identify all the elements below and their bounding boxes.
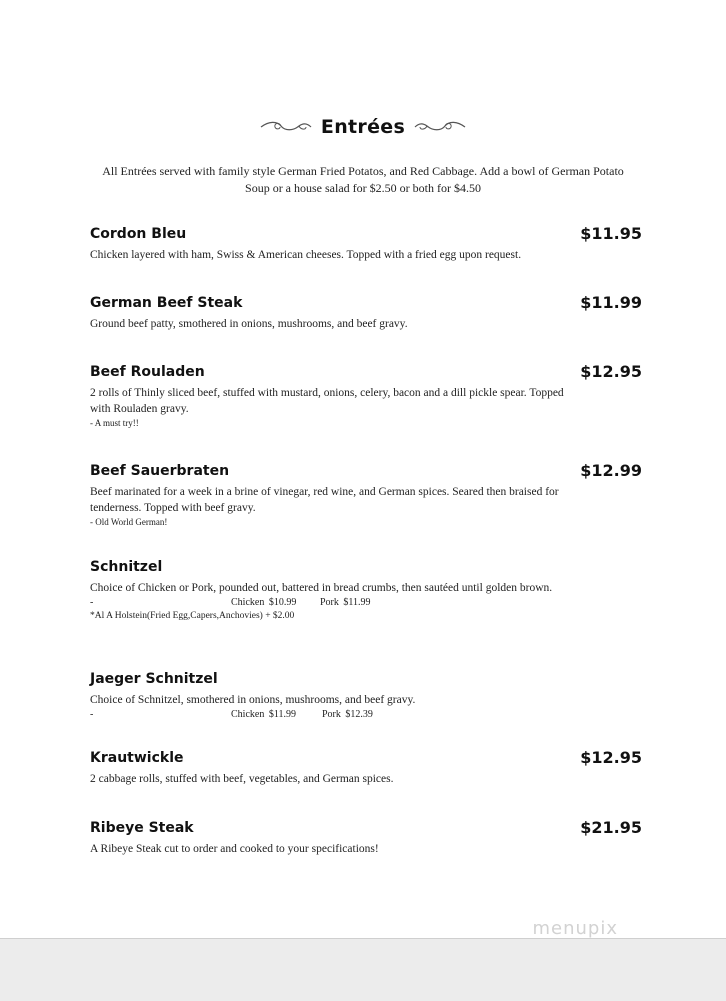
item-description: Beef marinated for a week in a brine of vinegar, red wine, and German spices. Seared then braised for tenderness. Topped with beef gravy. bbox=[90, 486, 559, 514]
item-name: Schnitzel bbox=[90, 559, 163, 575]
item-name: Jaeger Schnitzel bbox=[90, 671, 218, 687]
menu-item-beef-rouladen bbox=[90, 362, 642, 429]
variant-price: $10.99 bbox=[268, 597, 297, 608]
item-name: Ribeye Steak bbox=[90, 820, 194, 836]
menu-item-jaeger-schnitzel bbox=[90, 669, 642, 722]
right-flourish-icon bbox=[413, 119, 467, 135]
item-price: $12.99 bbox=[580, 461, 642, 480]
variant-label: Chicken bbox=[231, 597, 265, 608]
item-price: $12.95 bbox=[580, 362, 642, 381]
variant-price: $12.39 bbox=[345, 709, 373, 720]
variant-chicken bbox=[231, 596, 296, 610]
menu-item-ribeye-steak bbox=[90, 818, 642, 857]
variant-price: $11.99 bbox=[343, 597, 371, 608]
variant-pork bbox=[322, 708, 373, 722]
scan-bottom-edge bbox=[0, 938, 726, 1001]
item-description: A Ribeye Steak cut to order and cooked to your specifications! bbox=[90, 843, 379, 855]
menu-item-schnitzel bbox=[90, 557, 642, 623]
watermark: menupix bbox=[532, 918, 618, 939]
item-description: Choice of Chicken or Pork, pounded out, battered in bread crumbs, then sautéed until golden brown. bbox=[90, 582, 553, 594]
item-name: Cordon Bleu bbox=[90, 226, 187, 242]
variant-chicken bbox=[231, 708, 296, 722]
item-price: $11.99 bbox=[580, 293, 642, 312]
item-description: 2 cabbage rolls, stuffed with beef, vegetables, and German spices. bbox=[90, 773, 394, 785]
variant-label: Chicken bbox=[231, 709, 265, 720]
item-price: $12.95 bbox=[580, 748, 642, 767]
item-price: $11.95 bbox=[580, 224, 642, 243]
item-note: - Old World German! bbox=[90, 517, 168, 527]
item-price: $21.95 bbox=[580, 818, 642, 837]
menu-item-cordon-bleu bbox=[90, 224, 642, 263]
variant-label: Pork bbox=[320, 597, 339, 608]
variant-label: Pork bbox=[322, 709, 341, 720]
item-name: Beef Sauerbraten bbox=[90, 463, 230, 479]
variant-dash: - bbox=[90, 709, 94, 720]
item-description: Ground beef patty, smothered in onions, mushrooms, and beef gravy. bbox=[90, 318, 408, 330]
item-description: Chicken layered with ham, Swiss & American cheeses. Topped with a fried egg upon request. bbox=[90, 249, 522, 261]
item-name: Krautwickle bbox=[90, 750, 184, 766]
item-variants bbox=[90, 596, 642, 610]
item-note: - A must try!! bbox=[90, 418, 139, 428]
item-description: Choice of Schnitzel, smothered in onions, mushrooms, and beef gravy. bbox=[90, 694, 416, 706]
variant-price: $11.99 bbox=[268, 709, 296, 720]
variant-pork bbox=[320, 596, 371, 610]
intro-text: All Entrées served with family style German Fried Potatos, and Red Cabbage. Add a bowl of German Potato Soup or a house salad for $2.50 or both for $4.50 bbox=[102, 164, 624, 195]
item-description: 2 rolls of Thinly sliced beef, stuffed with mustard, onions, celery, bacon and a dill pickle spear. Topped with Rouladen gravy. bbox=[90, 387, 564, 415]
item-addon: *Al A Holstein(Fried Egg,Capers,Anchovies) + $2.00 bbox=[90, 611, 295, 621]
item-variants bbox=[90, 708, 642, 722]
item-name: German Beef Steak bbox=[90, 295, 243, 311]
menu-item-krautwickle bbox=[90, 748, 642, 787]
variant-dash: - bbox=[90, 597, 94, 608]
menu-item-beef-sauerbraten bbox=[90, 461, 642, 528]
item-name: Beef Rouladen bbox=[90, 364, 205, 380]
menu-item-german-beef-steak bbox=[90, 293, 642, 332]
left-flourish-icon bbox=[259, 119, 313, 135]
section-header bbox=[0, 112, 726, 142]
section-title: Entrées bbox=[320, 116, 406, 138]
